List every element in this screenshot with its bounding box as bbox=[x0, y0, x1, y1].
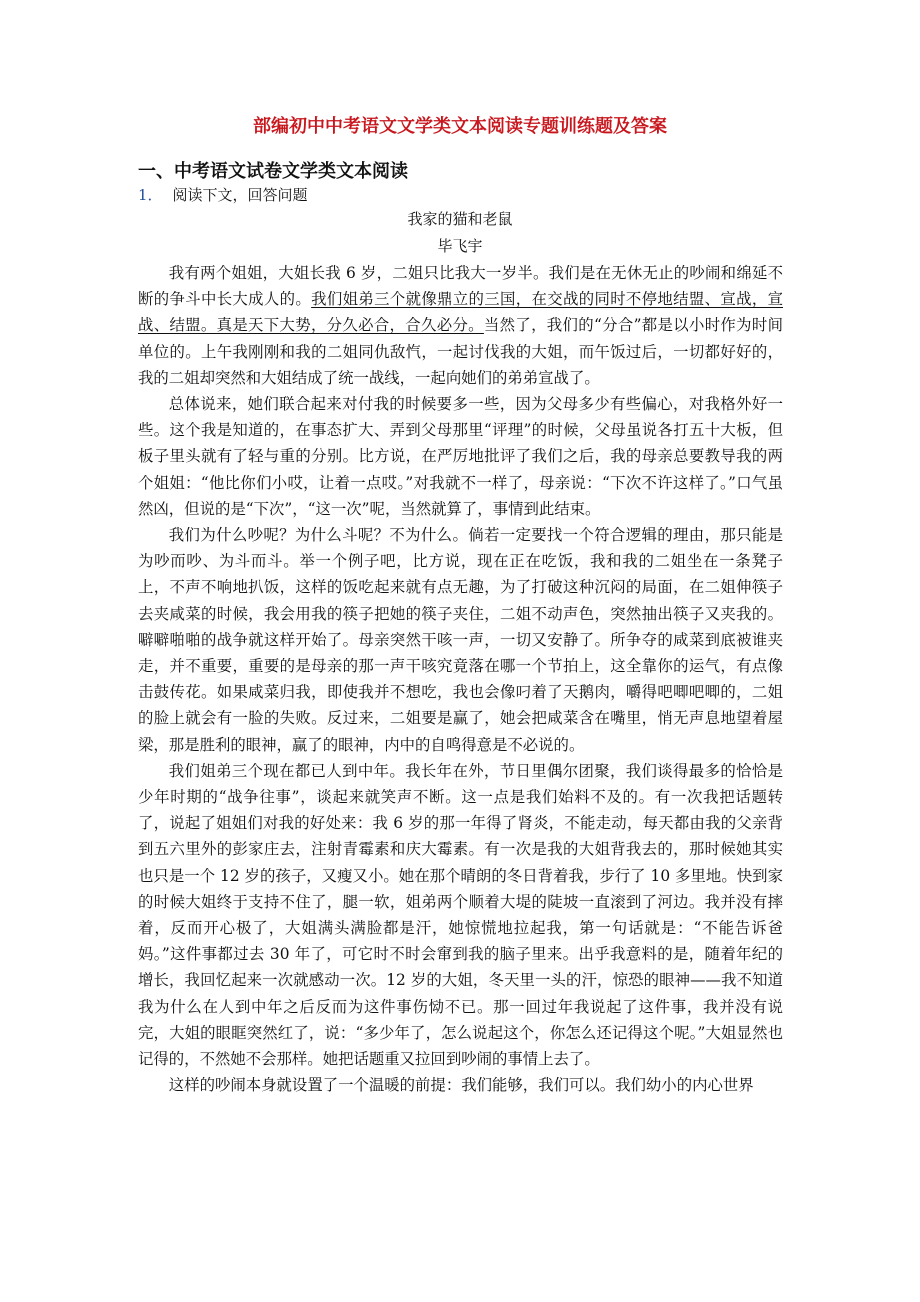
document-title: 部编初中中考语文文学类文本阅读专题训练题及答案 bbox=[253, 116, 667, 137]
paragraph-1 bbox=[138, 260, 783, 391]
paragraph-2: 总体说来，她们联合起来对付我的时候要多一些，因为父母多少有些偏心，对我格外好一些。这个我是知道的，在事态扩大、弄到父母那里“评理”的时候，父母虽说各打五十大板，但板子里头就有了轻与重的分别。比方说，在严厉地批评了我们之后，我的母亲总要教导我的两个姐姐：“他比你们小哎，让着一点哎。”对我就不一样了，母亲说：“下次不许这样了。”口气虽然凶，但说的是“下次”，“这一次”呢，当然就算了，事情到此结束。 bbox=[138, 395, 783, 518]
article-title: 我家的猫和老鼠 bbox=[407, 210, 513, 228]
article-author: 毕飞宇 bbox=[437, 237, 483, 255]
section-heading: 一、中考语文试卷文学类文本阅读 bbox=[138, 161, 408, 182]
paragraph-4: 我们姐弟三个现在都已人到中年。我长年在外，节日里偶尔团聚，我们谈得最多的恰恰是少年时期的“战争往事”，谈起来就笑声不断。这一点是我们始料不及的。有一次我把话题转了，说起了姐姐们对我的好处来：我 6 岁的那一年得了肾炎，不能走动，每天都由我的父亲背到五六里外的彭家庄去，注射青霉素和庆大霉素。有一次是我的大姐背我去的，那时候她其实也只是一个 12 岁的孩子，又瘦又小。她在那个晴朗的冬日背着我，步行了 10 多里地。快到家的时候大姐终于支持不住了，腿一软，姐弟两个顺着大堤的陡坡一直滚到了河边。我并没有摔着，反而开心极了，大姐满头满脸都是汗，她惊慌地拉起我，第一句话就是：“不能告诉爸妈。”这件事都过去 30 年了，可它时不时会窜到我的脑子里来。出乎我意料的是，随着年纪的增长，我回忆起来一次就感动一次。12 岁的大姐，冬天里一头的汗，惊恐的眼神——我不知道我为什么在人到中年之后反而为这件事伤恸不已。那一回过年我说起了这件事，我并没有说完，大姐的眼眶突然红了，说：“多少年了，怎么说起这个，你怎么还记得这个呢。”大姐显然也记得的，不然她不会那样。她把话题重又拉回到吵闹的事情上去了。 bbox=[138, 761, 783, 1069]
paragraph-5: 这样的吵闹本身就设置了一个温暖的前提：我们能够，我们可以。我们幼小的内心世界 bbox=[168, 1076, 754, 1095]
paragraph-3: 我们为什么吵呢？为什么斗呢？不为什么。倘若一定要找一个符合逻辑的理由，那只能是为吵而吵、为斗而斗。举一个例子吧，比方说，现在正在吃饭，我和我的二姐坐在一条凳子上，不声不响地扒饭，这样的饭吃起来就有点无趣，为了打破这种沉闷的局面，在二姐伸筷子去夹咸菜的时候，我会用我的筷子把她的筷子夹住，二姐不动声色，突然抽出筷子又夹我的。噼噼啪啪的战争就这样开始了。母亲突然干咳一声，一切又安静了。所争夺的咸菜到底被谁夹走，并不重要，重要的是母亲的那一声干咳究竟落在哪一个节拍上，这全靠你的运气，有点像击鼓传花。如果咸菜归我，即使我并不想吃，我也会像叼着了天鹅肉，嚼得吧唧吧唧的，二姐的脸上就会有一脸的失败。反过来，二姐要是赢了，她会把咸菜含在嘴里，悄无声息地望着屋梁，那是胜利的眼神，赢了的眼神，内中的自鸣得意是不必说的。 bbox=[138, 526, 783, 754]
question-prompt: 阅读下文，回答问题 bbox=[172, 186, 308, 204]
paragraph-1-text-a: 我有两个姐姐，大姐长我 6 岁，二姐只比我大一岁半。我们是在无休无止的吵闹和绵延不断的争斗中长大成人的。 bbox=[138, 264, 783, 309]
paragraph-1-text-b: 当然了，我们的“分合”都是以小时作为时间单位的。上午我刚刚和我的二姐同仇敌忾，一起讨伐我的大姐，而午饭过后，一切都好好的，我的二姐却突然和大姐结成了统一战线，一起向她们的弟弟宣战了。 bbox=[138, 316, 783, 387]
question-line bbox=[138, 184, 308, 205]
underlined-sentence: 我们姐弟三个就像鼎立的三国，在交战的同时不停地结盟、宣战，宣战、结盟。真是天下大势，分久必合，合久必分。 bbox=[138, 290, 783, 335]
question-number: 1． bbox=[138, 186, 163, 204]
article-body bbox=[138, 260, 783, 1099]
